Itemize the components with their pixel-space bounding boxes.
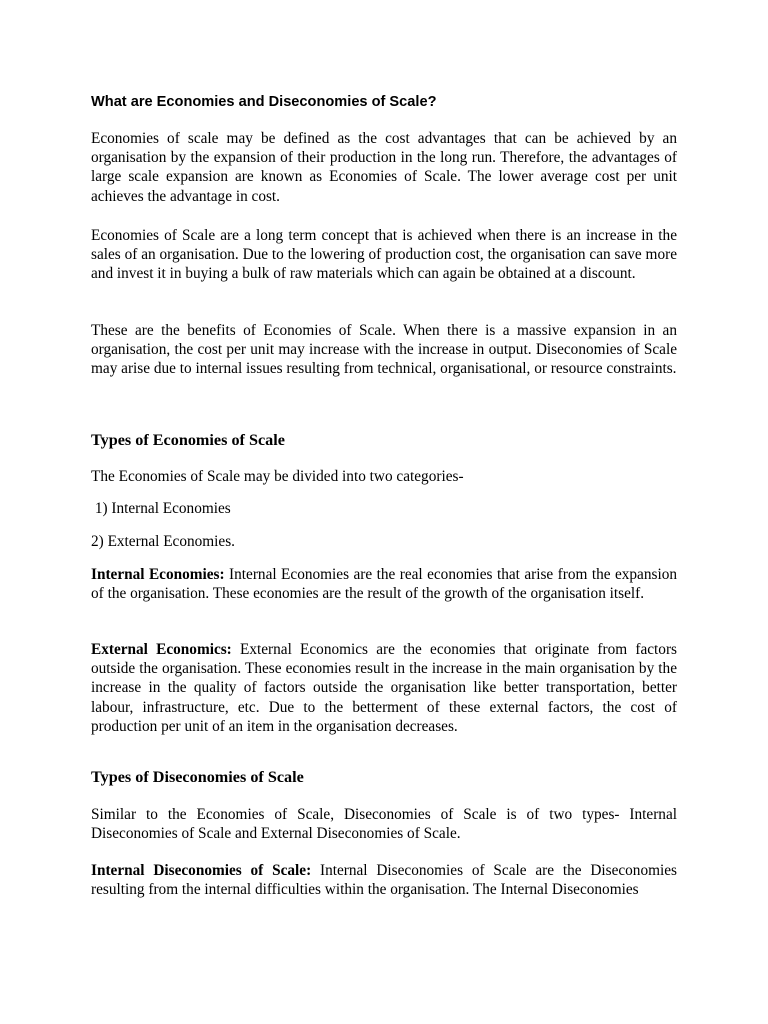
types-economies-intro: The Economies of Scale may be divided into two categories- [91, 468, 464, 485]
intro-paragraph-1: Economies of scale may be defined as the cost advantages that can be achieved by an organisation by the expansion of their production in the long run. Therefore, the advantages of large scale expansion are known as Economies of Scale. The lower average cost per unit achieves the advantage in cost. [91, 130, 677, 205]
internal-diseconomies-label: Internal Diseconomies of Scale: [91, 862, 312, 879]
page-title: What are Economies and Diseconomies of Scale? [91, 94, 437, 110]
types-diseconomies-intro: Similar to the Economies of Scale, Diseconomies of Scale is of two types- Internal Diseconomies of Scale and External Diseconomies of Scale. [91, 806, 677, 843]
internal-diseconomies-paragraph [91, 861, 677, 899]
intro-paragraph-2: Economies of Scale are a long term concept that is achieved when there is an increase in the sales of an organisation. Due to the lowering of production cost, the organisation can save more and invest it in buying a bulk of raw materials which can again be obtained at a discount. [91, 227, 677, 283]
intro-paragraph-3: These are the benefits of Economies of Scale. When there is a massive expansion in an organisation, the cost per unit may increase with the increase in output. Diseconomies of Scale may arise due to internal issues resulting from technical, organisational, or resource constraints. [91, 322, 677, 378]
list-item-external-economies: 2) External Economies. [91, 533, 235, 550]
external-economics-text: External Economics are the economies that originate from factors outside the organisation. These economies result in the increase in the main organisation by the increase in the quality of factors outside the organisation like better transportation, better labour, infrastructure, etc. Due to the betterment of these external factors, the cost of production per unit of an item in the organisation decreases. [91, 641, 677, 735]
types-economies-heading: Types of Economies of Scale [91, 431, 285, 449]
internal-economies-label: Internal Economies: [91, 566, 225, 583]
internal-economies-paragraph [91, 565, 677, 603]
list-item-internal-economies: 1) Internal Economies [91, 500, 231, 517]
internal-economies-text: Internal Economies are the real economies that arise from the expansion of the organisation. These economies are the result of the growth of the organisation itself. [91, 566, 677, 603]
internal-diseconomies-text: Internal Diseconomies of Scale are the Diseconomies resulting from the internal difficulties within the organisation. The Internal Diseconomies [91, 862, 677, 899]
external-economics-label: External Economics: [91, 641, 232, 658]
types-diseconomies-heading: Types of Diseconomies of Scale [91, 768, 304, 786]
external-economics-paragraph [91, 640, 677, 736]
